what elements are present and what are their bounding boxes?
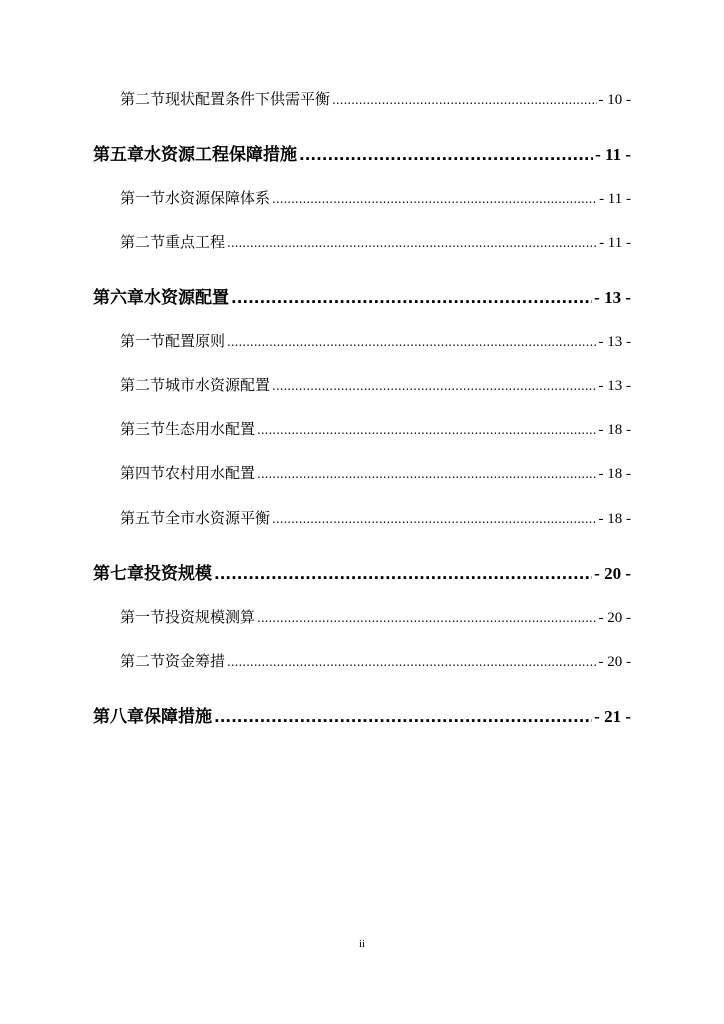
entry-page: - 10 - <box>598 92 631 108</box>
dot-leader <box>332 90 596 108</box>
dot-leader <box>257 420 596 438</box>
entry-number: 第四节 <box>120 464 166 482</box>
entry-title: 重点工程 <box>165 233 226 251</box>
dot-leader <box>214 564 592 584</box>
entry-page: - 20 - <box>594 564 631 583</box>
entry-page: - 13 - <box>598 378 631 394</box>
entry-title: 生态用水配置 <box>165 420 256 438</box>
dot-leader <box>227 332 596 350</box>
dot-leader <box>214 707 592 727</box>
entry-page: - 13 - <box>598 334 631 350</box>
entry-page: - 13 - <box>594 288 631 307</box>
toc-entry-section[interactable] <box>120 507 631 528</box>
entry-page: - 20 - <box>598 610 631 626</box>
entry-title: 全市水资源平衡 <box>165 509 271 527</box>
dot-leader <box>272 376 596 394</box>
dot-leader <box>257 464 596 482</box>
entry-page: - 11 - <box>595 145 631 164</box>
entry-page: - 11 - <box>599 235 631 251</box>
entry-number: 第八章 <box>93 707 144 727</box>
dot-leader <box>272 189 597 207</box>
entry-number: 第二节 <box>120 652 166 670</box>
page-footer-number: ii <box>358 938 366 950</box>
entry-title: 投资规模测算 <box>165 608 256 626</box>
entry-number: 第一节 <box>120 332 166 350</box>
dot-leader <box>231 288 592 308</box>
entry-page: - 20 - <box>598 654 631 670</box>
toc-entry-section[interactable] <box>120 374 631 395</box>
toc-entry-chapter[interactable] <box>93 702 631 727</box>
entry-title: 农村用水配置 <box>165 464 256 482</box>
entry-number: 第二节 <box>120 233 166 251</box>
toc-entry-section[interactable] <box>120 462 631 483</box>
toc-entry-section[interactable] <box>120 88 631 109</box>
entry-title: 水资源配置 <box>144 288 229 308</box>
entry-number: 第二节 <box>120 90 166 108</box>
toc-entry-section[interactable] <box>120 606 631 627</box>
entry-page: - 18 - <box>598 511 631 527</box>
toc-entry-chapter[interactable] <box>93 140 631 165</box>
entry-title: 投资规模 <box>144 564 212 584</box>
entry-number: 第五节 <box>120 509 166 527</box>
entry-number: 第二节 <box>120 376 166 394</box>
entry-number: 第五章 <box>93 145 144 165</box>
toc-entry-section[interactable] <box>120 231 631 252</box>
toc-entry-chapter[interactable] <box>93 559 631 584</box>
entry-title: 水资源工程保障措施 <box>144 145 297 165</box>
entry-number: 第三节 <box>120 420 166 438</box>
entry-title: 资金筹措 <box>165 652 226 670</box>
entry-page: - 11 - <box>599 191 631 207</box>
dot-leader <box>272 509 596 527</box>
entry-title: 保障措施 <box>144 707 212 727</box>
dot-leader <box>227 652 596 670</box>
toc-entry-chapter[interactable] <box>93 283 631 308</box>
toc-entry-section[interactable] <box>120 418 631 439</box>
entry-number: 第一节 <box>120 608 166 626</box>
entry-title: 配置原则 <box>165 332 226 350</box>
entry-number: 第七章 <box>93 564 144 584</box>
entry-page: - 21 - <box>594 707 631 726</box>
toc-entry-section[interactable] <box>120 330 631 351</box>
dot-leader <box>227 233 597 251</box>
toc-entry-section[interactable] <box>120 650 631 671</box>
entry-number: 第一节 <box>120 189 166 207</box>
entry-page: - 18 - <box>598 466 631 482</box>
toc-entry-section[interactable] <box>120 187 631 208</box>
entry-title: 现状配置条件下供需平衡 <box>165 90 331 108</box>
entry-page: - 18 - <box>598 422 631 438</box>
dot-leader <box>299 145 593 165</box>
entry-number: 第六章 <box>93 288 144 308</box>
entry-title: 城市水资源配置 <box>165 376 271 394</box>
entry-title: 水资源保障体系 <box>165 189 271 207</box>
dot-leader <box>257 608 596 626</box>
